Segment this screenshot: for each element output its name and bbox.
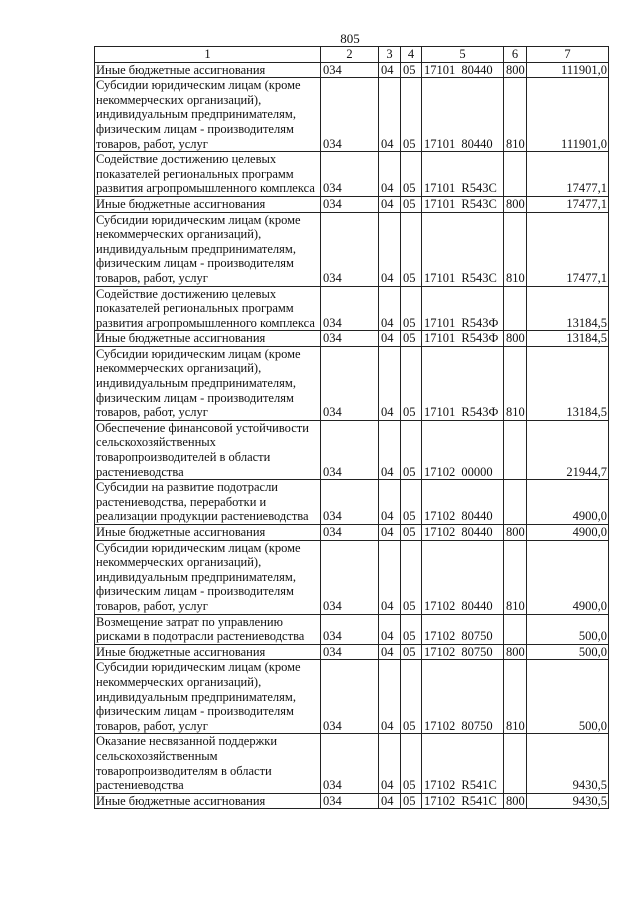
row-expense-type-cell: 800 [504, 62, 527, 78]
row-section-cell: 04 [379, 331, 401, 347]
row-ministry-code-cell: 034 [321, 78, 379, 152]
row-subsection-cell: 05 [401, 614, 422, 644]
row-name-cell: Иные бюджетные ассигнования [95, 331, 321, 347]
row-section-cell: 04 [379, 152, 401, 197]
row-amount-cell: 9430,5 [527, 734, 609, 793]
row-amount-cell: 13184,5 [527, 346, 609, 420]
row-target-item-cell: 17102 R541С [422, 734, 504, 793]
row-section-cell: 04 [379, 78, 401, 152]
row-ministry-code-cell: 034 [321, 212, 379, 286]
header-cell-5: 5 [422, 47, 504, 63]
row-name-cell: Иные бюджетные ассигнования [95, 196, 321, 212]
header-cell-7: 7 [527, 47, 609, 63]
row-subsection-cell: 05 [401, 644, 422, 660]
row-amount-cell: 9430,5 [527, 793, 609, 809]
table-row [95, 614, 609, 644]
row-amount-cell: 17477,1 [527, 196, 609, 212]
row-name-cell: Содействие достижению целевых показателей региональных программ развития агропромышленного комплекса [95, 286, 321, 331]
row-target-item-cell: 17101 R543Ф [422, 286, 504, 331]
row-name-cell: Субсидии юридическим лицам (кроме некоммерческих организаций), индивидуальным предпринимателям, физическим лицам - производителям товаров, работ, услуг [95, 78, 321, 152]
row-expense-type-cell [504, 420, 527, 479]
row-target-item-cell: 17102 00000 [422, 420, 504, 479]
row-name-cell: Субсидии юридическим лицам (кроме некоммерческих организаций), индивидуальным предпринимателям, физическим лицам - производителям товаров, работ, услуг [95, 346, 321, 420]
row-ministry-code-cell: 034 [321, 196, 379, 212]
row-expense-type-cell: 800 [504, 644, 527, 660]
row-ministry-code-cell: 034 [321, 152, 379, 197]
row-expense-type-cell [504, 480, 527, 525]
row-target-item-cell: 17102 80440 [422, 540, 504, 614]
row-expense-type-cell: 800 [504, 196, 527, 212]
row-subsection-cell: 05 [401, 196, 422, 212]
row-subsection-cell: 05 [401, 480, 422, 525]
header-cell-6: 6 [504, 47, 527, 63]
page-number: 805 [340, 31, 360, 46]
row-expense-type-cell [504, 286, 527, 331]
row-name-cell: Оказание несвязанной поддержки сельскохозяйственным товаропроизводителям в области растениеводства [95, 734, 321, 793]
header-row [95, 47, 609, 63]
row-subsection-cell: 05 [401, 331, 422, 347]
row-ministry-code-cell: 034 [321, 420, 379, 479]
row-name-cell: Иные бюджетные ассигнования [95, 644, 321, 660]
row-subsection-cell: 05 [401, 212, 422, 286]
row-expense-type-cell: 810 [504, 78, 527, 152]
row-ministry-code-cell: 034 [321, 540, 379, 614]
row-section-cell: 04 [379, 525, 401, 541]
row-target-item-cell: 17101 R543Ф [422, 331, 504, 347]
row-target-item-cell: 17102 R541С [422, 793, 504, 809]
row-section-cell: 04 [379, 734, 401, 793]
table-row [95, 212, 609, 286]
row-subsection-cell: 05 [401, 152, 422, 197]
row-expense-type-cell [504, 614, 527, 644]
row-section-cell: 04 [379, 286, 401, 331]
row-name-cell: Возмещение затрат по управлению рисками в подотрасли растениеводства [95, 614, 321, 644]
row-section-cell: 04 [379, 62, 401, 78]
row-ministry-code-cell: 034 [321, 614, 379, 644]
table-row [95, 346, 609, 420]
row-amount-cell: 500,0 [527, 660, 609, 734]
row-section-cell: 04 [379, 660, 401, 734]
row-amount-cell: 111901,0 [527, 78, 609, 152]
row-ministry-code-cell: 034 [321, 525, 379, 541]
row-subsection-cell: 05 [401, 346, 422, 420]
row-expense-type-cell [504, 734, 527, 793]
row-section-cell: 04 [379, 346, 401, 420]
row-target-item-cell: 17101 80440 [422, 62, 504, 78]
header-cell-2: 2 [321, 47, 379, 63]
row-subsection-cell: 05 [401, 793, 422, 809]
row-section-cell: 04 [379, 480, 401, 525]
row-expense-type-cell: 800 [504, 331, 527, 347]
row-name-cell: Иные бюджетные ассигнования [95, 793, 321, 809]
row-target-item-cell: 17101 R543С [422, 212, 504, 286]
row-name-cell: Содействие достижению целевых показателей региональных программ развития агропромышленного комплекса [95, 152, 321, 197]
table-row [95, 331, 609, 347]
budget-table [94, 46, 609, 809]
row-ministry-code-cell: 034 [321, 286, 379, 331]
table-row [95, 525, 609, 541]
row-target-item-cell: 17102 80440 [422, 525, 504, 541]
row-name-cell: Субсидии юридическим лицам (кроме некоммерческих организаций), индивидуальным предпринимателям, физическим лицам - производителям товаров, работ, услуг [95, 660, 321, 734]
row-name-cell: Иные бюджетные ассигнования [95, 62, 321, 78]
row-subsection-cell: 05 [401, 660, 422, 734]
row-name-cell: Иные бюджетные ассигнования [95, 525, 321, 541]
row-expense-type-cell: 800 [504, 793, 527, 809]
row-target-item-cell: 17101 80440 [422, 78, 504, 152]
row-ministry-code-cell: 034 [321, 331, 379, 347]
table-row [95, 734, 609, 793]
row-amount-cell: 4900,0 [527, 525, 609, 541]
table-row [95, 480, 609, 525]
row-target-item-cell: 17101 R543С [422, 196, 504, 212]
row-expense-type-cell: 810 [504, 660, 527, 734]
table-row [95, 196, 609, 212]
row-section-cell: 04 [379, 212, 401, 286]
table-row [95, 793, 609, 809]
row-section-cell: 04 [379, 420, 401, 479]
row-target-item-cell: 17102 80750 [422, 614, 504, 644]
row-subsection-cell: 05 [401, 286, 422, 331]
row-name-cell: Субсидии юридическим лицам (кроме некоммерческих организаций), индивидуальным предпринимателям, физическим лицам - производителям товаров, работ, услуг [95, 212, 321, 286]
table-row [95, 644, 609, 660]
row-name-cell: Субсидии юридическим лицам (кроме некоммерческих организаций), индивидуальным предпринимателям, физическим лицам - производителям товаров, работ, услуг [95, 540, 321, 614]
row-amount-cell: 13184,5 [527, 286, 609, 331]
row-ministry-code-cell: 034 [321, 660, 379, 734]
table-row [95, 286, 609, 331]
row-subsection-cell: 05 [401, 78, 422, 152]
row-expense-type-cell: 810 [504, 212, 527, 286]
row-ministry-code-cell: 034 [321, 62, 379, 78]
row-section-cell: 04 [379, 644, 401, 660]
table-row [95, 420, 609, 479]
row-ministry-code-cell: 034 [321, 346, 379, 420]
row-ministry-code-cell: 034 [321, 644, 379, 660]
row-section-cell: 04 [379, 793, 401, 809]
row-target-item-cell: 17102 80750 [422, 660, 504, 734]
row-expense-type-cell: 800 [504, 525, 527, 541]
table-row [95, 78, 609, 152]
row-amount-cell: 500,0 [527, 614, 609, 644]
row-section-cell: 04 [379, 196, 401, 212]
row-ministry-code-cell: 034 [321, 793, 379, 809]
header-cell-4: 4 [401, 47, 422, 63]
header-cell-1: 1 [95, 47, 321, 63]
row-ministry-code-cell: 034 [321, 480, 379, 525]
row-name-cell: Обеспечение финансовой устойчивости сельскохозяйственных товаропроизводителей в области растениеводства [95, 420, 321, 479]
row-target-item-cell: 17102 80440 [422, 480, 504, 525]
row-ministry-code-cell: 034 [321, 734, 379, 793]
row-amount-cell: 4900,0 [527, 480, 609, 525]
row-expense-type-cell: 810 [504, 346, 527, 420]
table-row [95, 660, 609, 734]
row-subsection-cell: 05 [401, 540, 422, 614]
table-row [95, 152, 609, 197]
row-amount-cell: 17477,1 [527, 212, 609, 286]
row-amount-cell: 111901,0 [527, 62, 609, 78]
row-amount-cell: 4900,0 [527, 540, 609, 614]
row-amount-cell: 500,0 [527, 644, 609, 660]
row-target-item-cell: 17101 R543Ф [422, 346, 504, 420]
row-expense-type-cell: 810 [504, 540, 527, 614]
table-row [95, 540, 609, 614]
table-row [95, 62, 609, 78]
row-amount-cell: 21944,7 [527, 420, 609, 479]
row-expense-type-cell [504, 152, 527, 197]
row-subsection-cell: 05 [401, 420, 422, 479]
row-amount-cell: 17477,1 [527, 152, 609, 197]
row-name-cell: Субсидии на развитие подотрасли растениеводства, переработки и реализации продукции растениеводства [95, 480, 321, 525]
row-subsection-cell: 05 [401, 525, 422, 541]
row-section-cell: 04 [379, 614, 401, 644]
row-section-cell: 04 [379, 540, 401, 614]
row-target-item-cell: 17101 R543С [422, 152, 504, 197]
row-subsection-cell: 05 [401, 734, 422, 793]
header-cell-3: 3 [379, 47, 401, 63]
row-target-item-cell: 17102 80750 [422, 644, 504, 660]
row-amount-cell: 13184,5 [527, 331, 609, 347]
row-subsection-cell: 05 [401, 62, 422, 78]
